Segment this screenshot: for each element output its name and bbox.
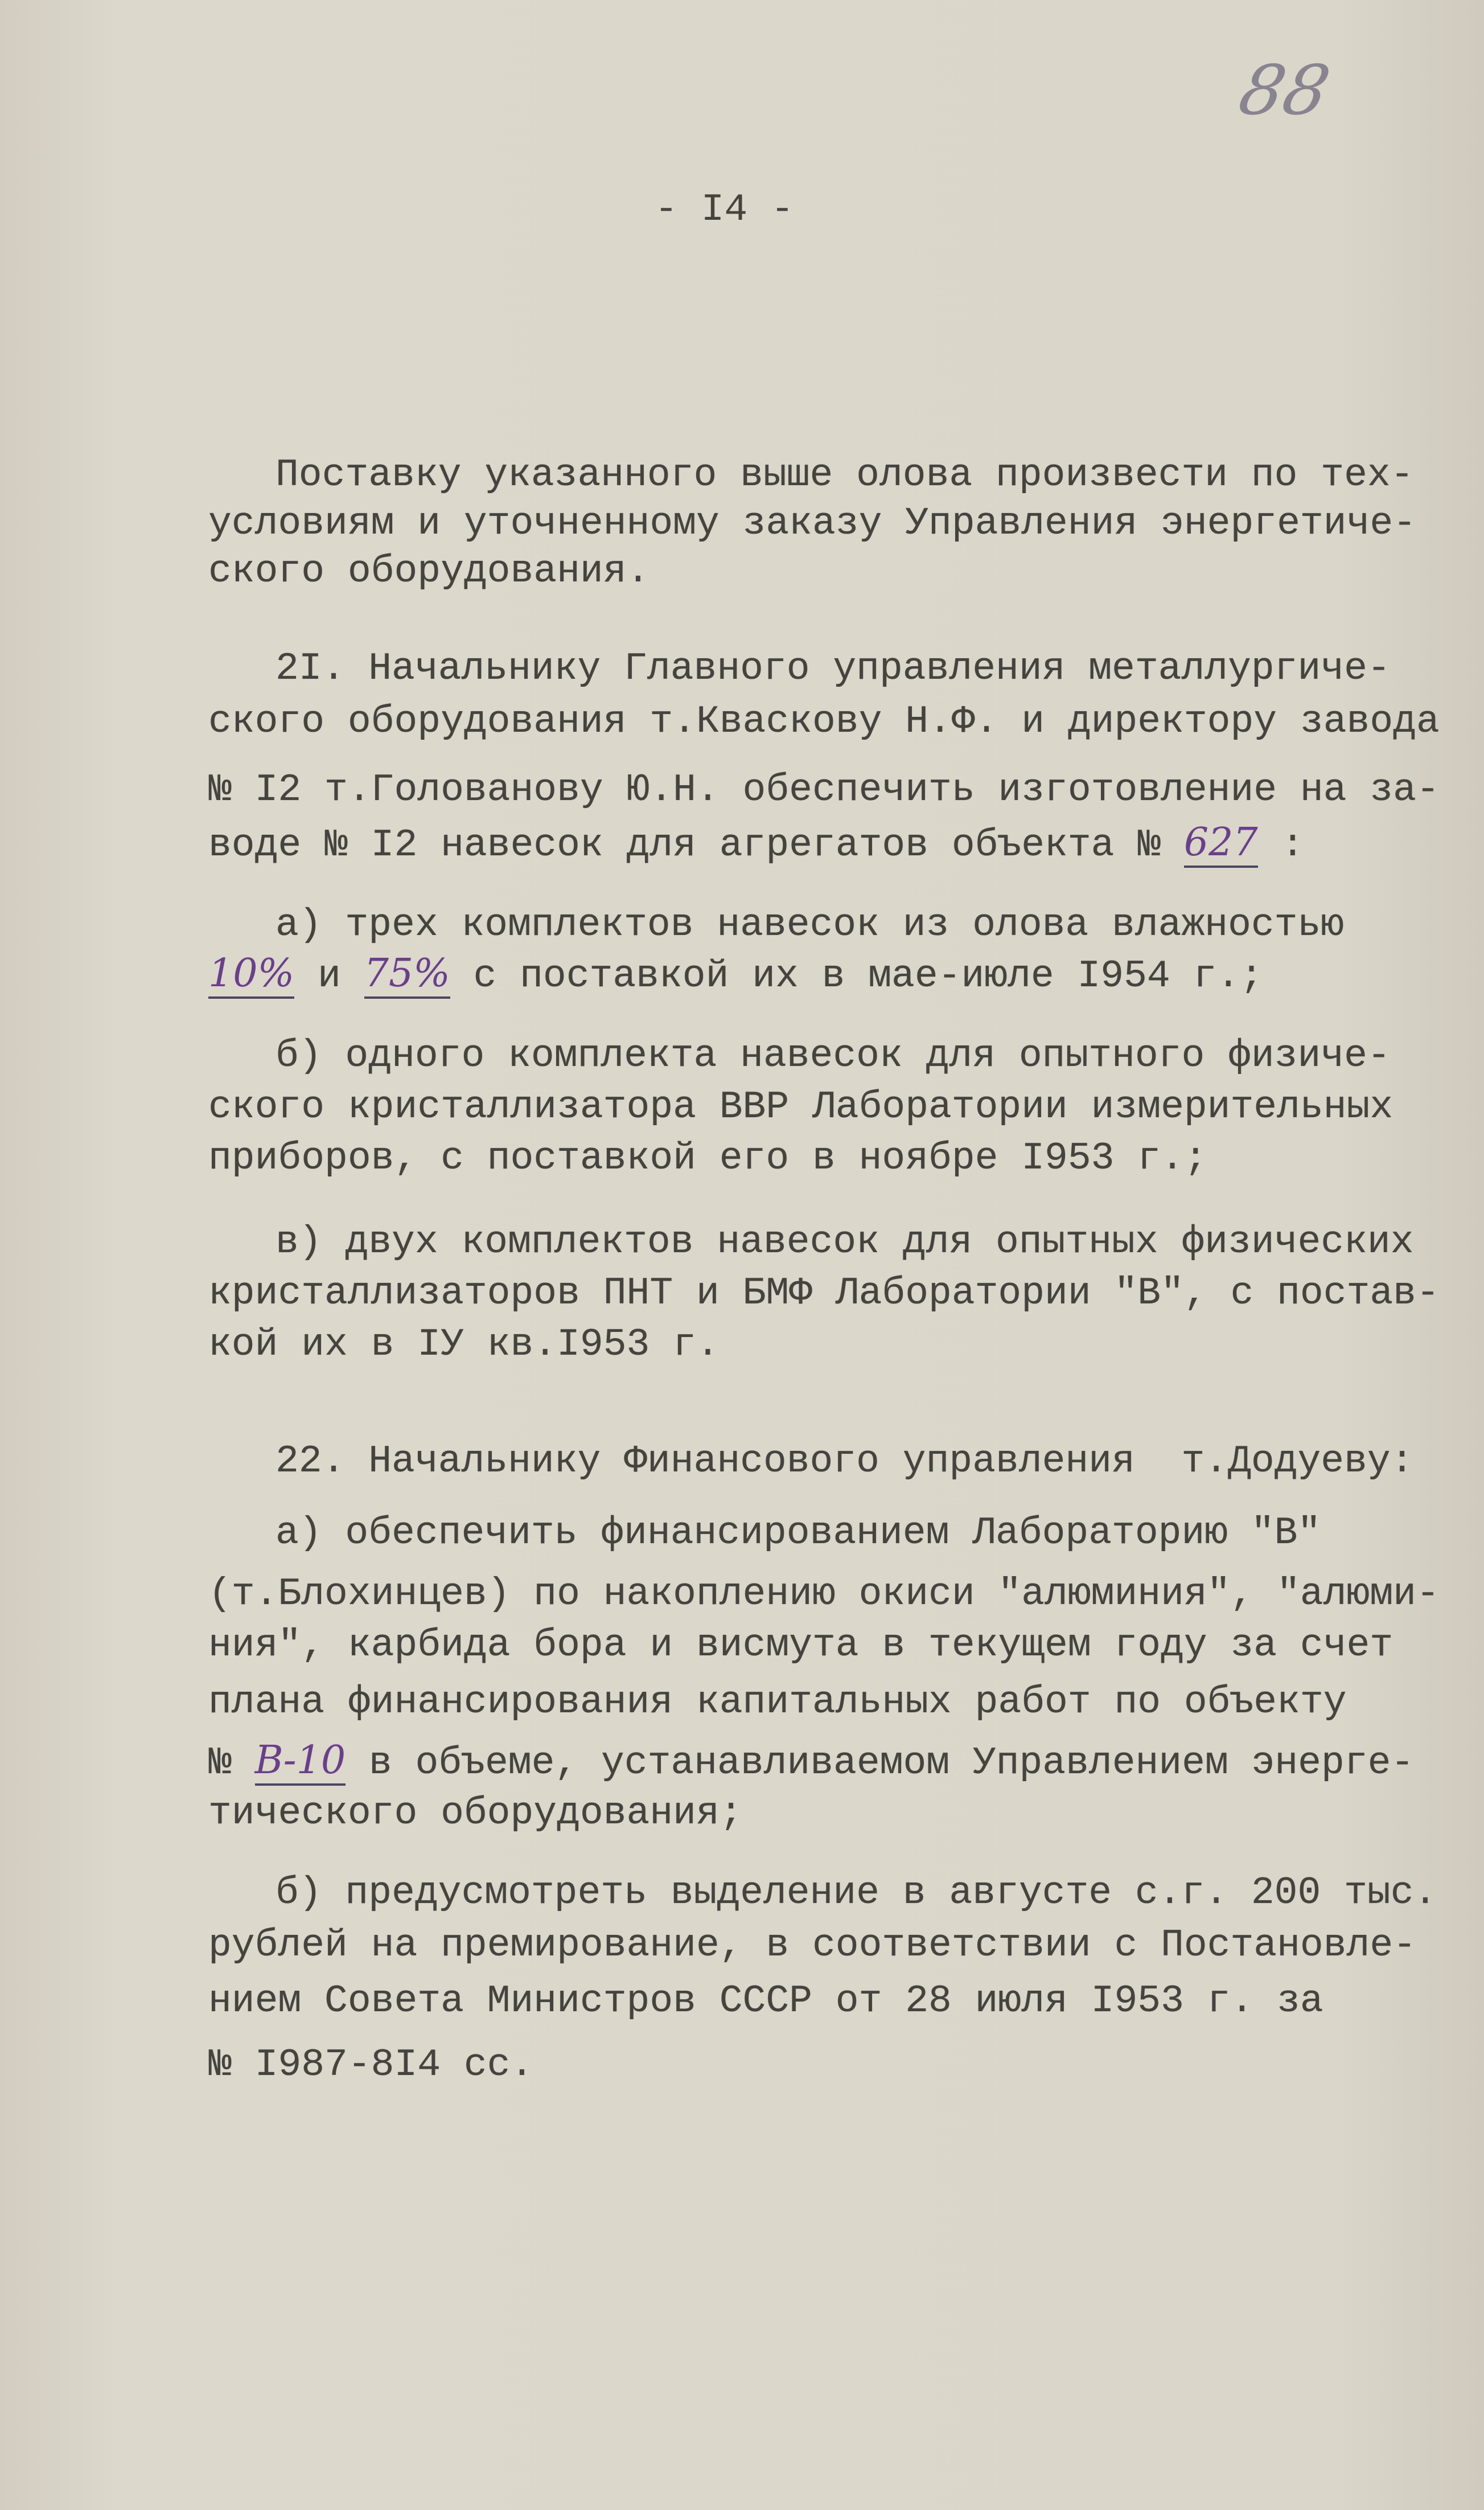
text-line <box>276 1439 1414 1484</box>
text-line <box>276 1511 1321 1556</box>
text-line <box>208 1923 1416 1968</box>
typed-text: ния", карбида бора и висмута в текущем году за счет <box>208 1623 1393 1667</box>
typed-text: в) двух комплектов навесок для опытных физических <box>276 1220 1414 1264</box>
typed-text: Поставку указанного выше олова произвести по тех- <box>276 453 1414 497</box>
page-number: - I4 - <box>655 188 794 232</box>
text-line <box>276 903 1344 948</box>
text-line <box>208 699 1440 745</box>
text-line <box>208 1791 743 1836</box>
typed-text: плана финансирования капитальных работ по объекту <box>208 1680 1347 1724</box>
typed-text: нием Совета Министров СССР от 28 июля I953 г. за <box>208 1979 1323 2023</box>
typed-text: кой их в IУ кв.I953 г. <box>208 1323 720 1367</box>
text-line <box>276 646 1391 692</box>
text-line <box>208 549 649 594</box>
handwritten-insert: В-10 <box>255 1738 346 1786</box>
text-line <box>208 1572 1440 1617</box>
text-line <box>276 1871 1437 1916</box>
text-line <box>208 1085 1393 1130</box>
text-line <box>208 1623 1393 1668</box>
typed-text: воде № I2 навесок для агрегатов объекта № <box>208 823 1184 867</box>
text-line <box>276 1220 1414 1265</box>
text-line <box>208 1136 1207 1182</box>
typed-text: ского оборудования т.Кваскову Н.Ф. и директору завода <box>208 700 1440 744</box>
typed-text: : <box>1257 823 1305 867</box>
typed-text: а) обеспечить финансированием Лабораторию "В" <box>276 1511 1321 1555</box>
text-line <box>208 1738 1414 1786</box>
typed-text: и <box>294 954 364 998</box>
typed-text: с поставкой их в мае-июле I954 г.; <box>450 954 1263 998</box>
text-line <box>208 1979 1323 2024</box>
text-line <box>208 1322 720 1368</box>
text-line <box>208 951 1263 999</box>
typed-text: ского оборудования. <box>208 549 650 593</box>
typed-text: приборов, с поставкой его в ноябре I953 г.; <box>208 1137 1207 1180</box>
text-line <box>208 1271 1440 1316</box>
typed-text: 22. Начальнику Финансового управления т.Додуеву: <box>276 1439 1414 1483</box>
typed-text: рублей на премирование, в соответствии с Постановле- <box>208 1923 1416 1967</box>
handwritten-insert: 75% <box>364 951 450 999</box>
typed-text: а) трех комплектов навесок из олова влажностью <box>276 903 1345 947</box>
typed-text: № I987-8I4 сс. <box>208 2043 534 2087</box>
typed-text: б) одного комплекта навесок для опытного физиче- <box>276 1034 1391 1078</box>
typed-text: в объеме, устанавливаемом Управлением энерге- <box>346 1741 1415 1785</box>
text-line <box>208 768 1440 813</box>
handwritten-insert: 627 <box>1184 820 1258 868</box>
archive-page-number-handwritten: 88 <box>1232 51 1337 130</box>
typed-text: (т.Блохинцев) по накоплению окиси "алюминия", "алюми- <box>208 1572 1440 1616</box>
handwritten-insert: 10% <box>208 951 294 999</box>
typed-text: кристаллизаторов ПНТ и БМФ Лаборатории "В", с постав- <box>208 1272 1440 1315</box>
text-line <box>208 820 1304 868</box>
text-line <box>208 1680 1347 1725</box>
typed-text: № I2 т.Голованову Ю.Н. обеспечить изготовление на за- <box>208 768 1440 812</box>
text-line <box>208 501 1416 547</box>
typed-text: условиям и уточненному заказу Управления энергетиче- <box>208 502 1416 546</box>
typed-text: № <box>208 1741 255 1785</box>
text-line <box>276 1033 1391 1079</box>
typed-text: 2I. Начальнику Главного управления металлургиче- <box>276 647 1391 691</box>
typed-text: б) предусмотреть выделение в августе с.г. 200 тыс. <box>276 1871 1437 1915</box>
text-line <box>208 2043 533 2088</box>
text-line <box>276 453 1414 498</box>
typed-text: тического оборудования; <box>208 1791 743 1835</box>
typed-text: ского кристаллизатора ВВР Лаборатории измерительных <box>208 1085 1393 1129</box>
